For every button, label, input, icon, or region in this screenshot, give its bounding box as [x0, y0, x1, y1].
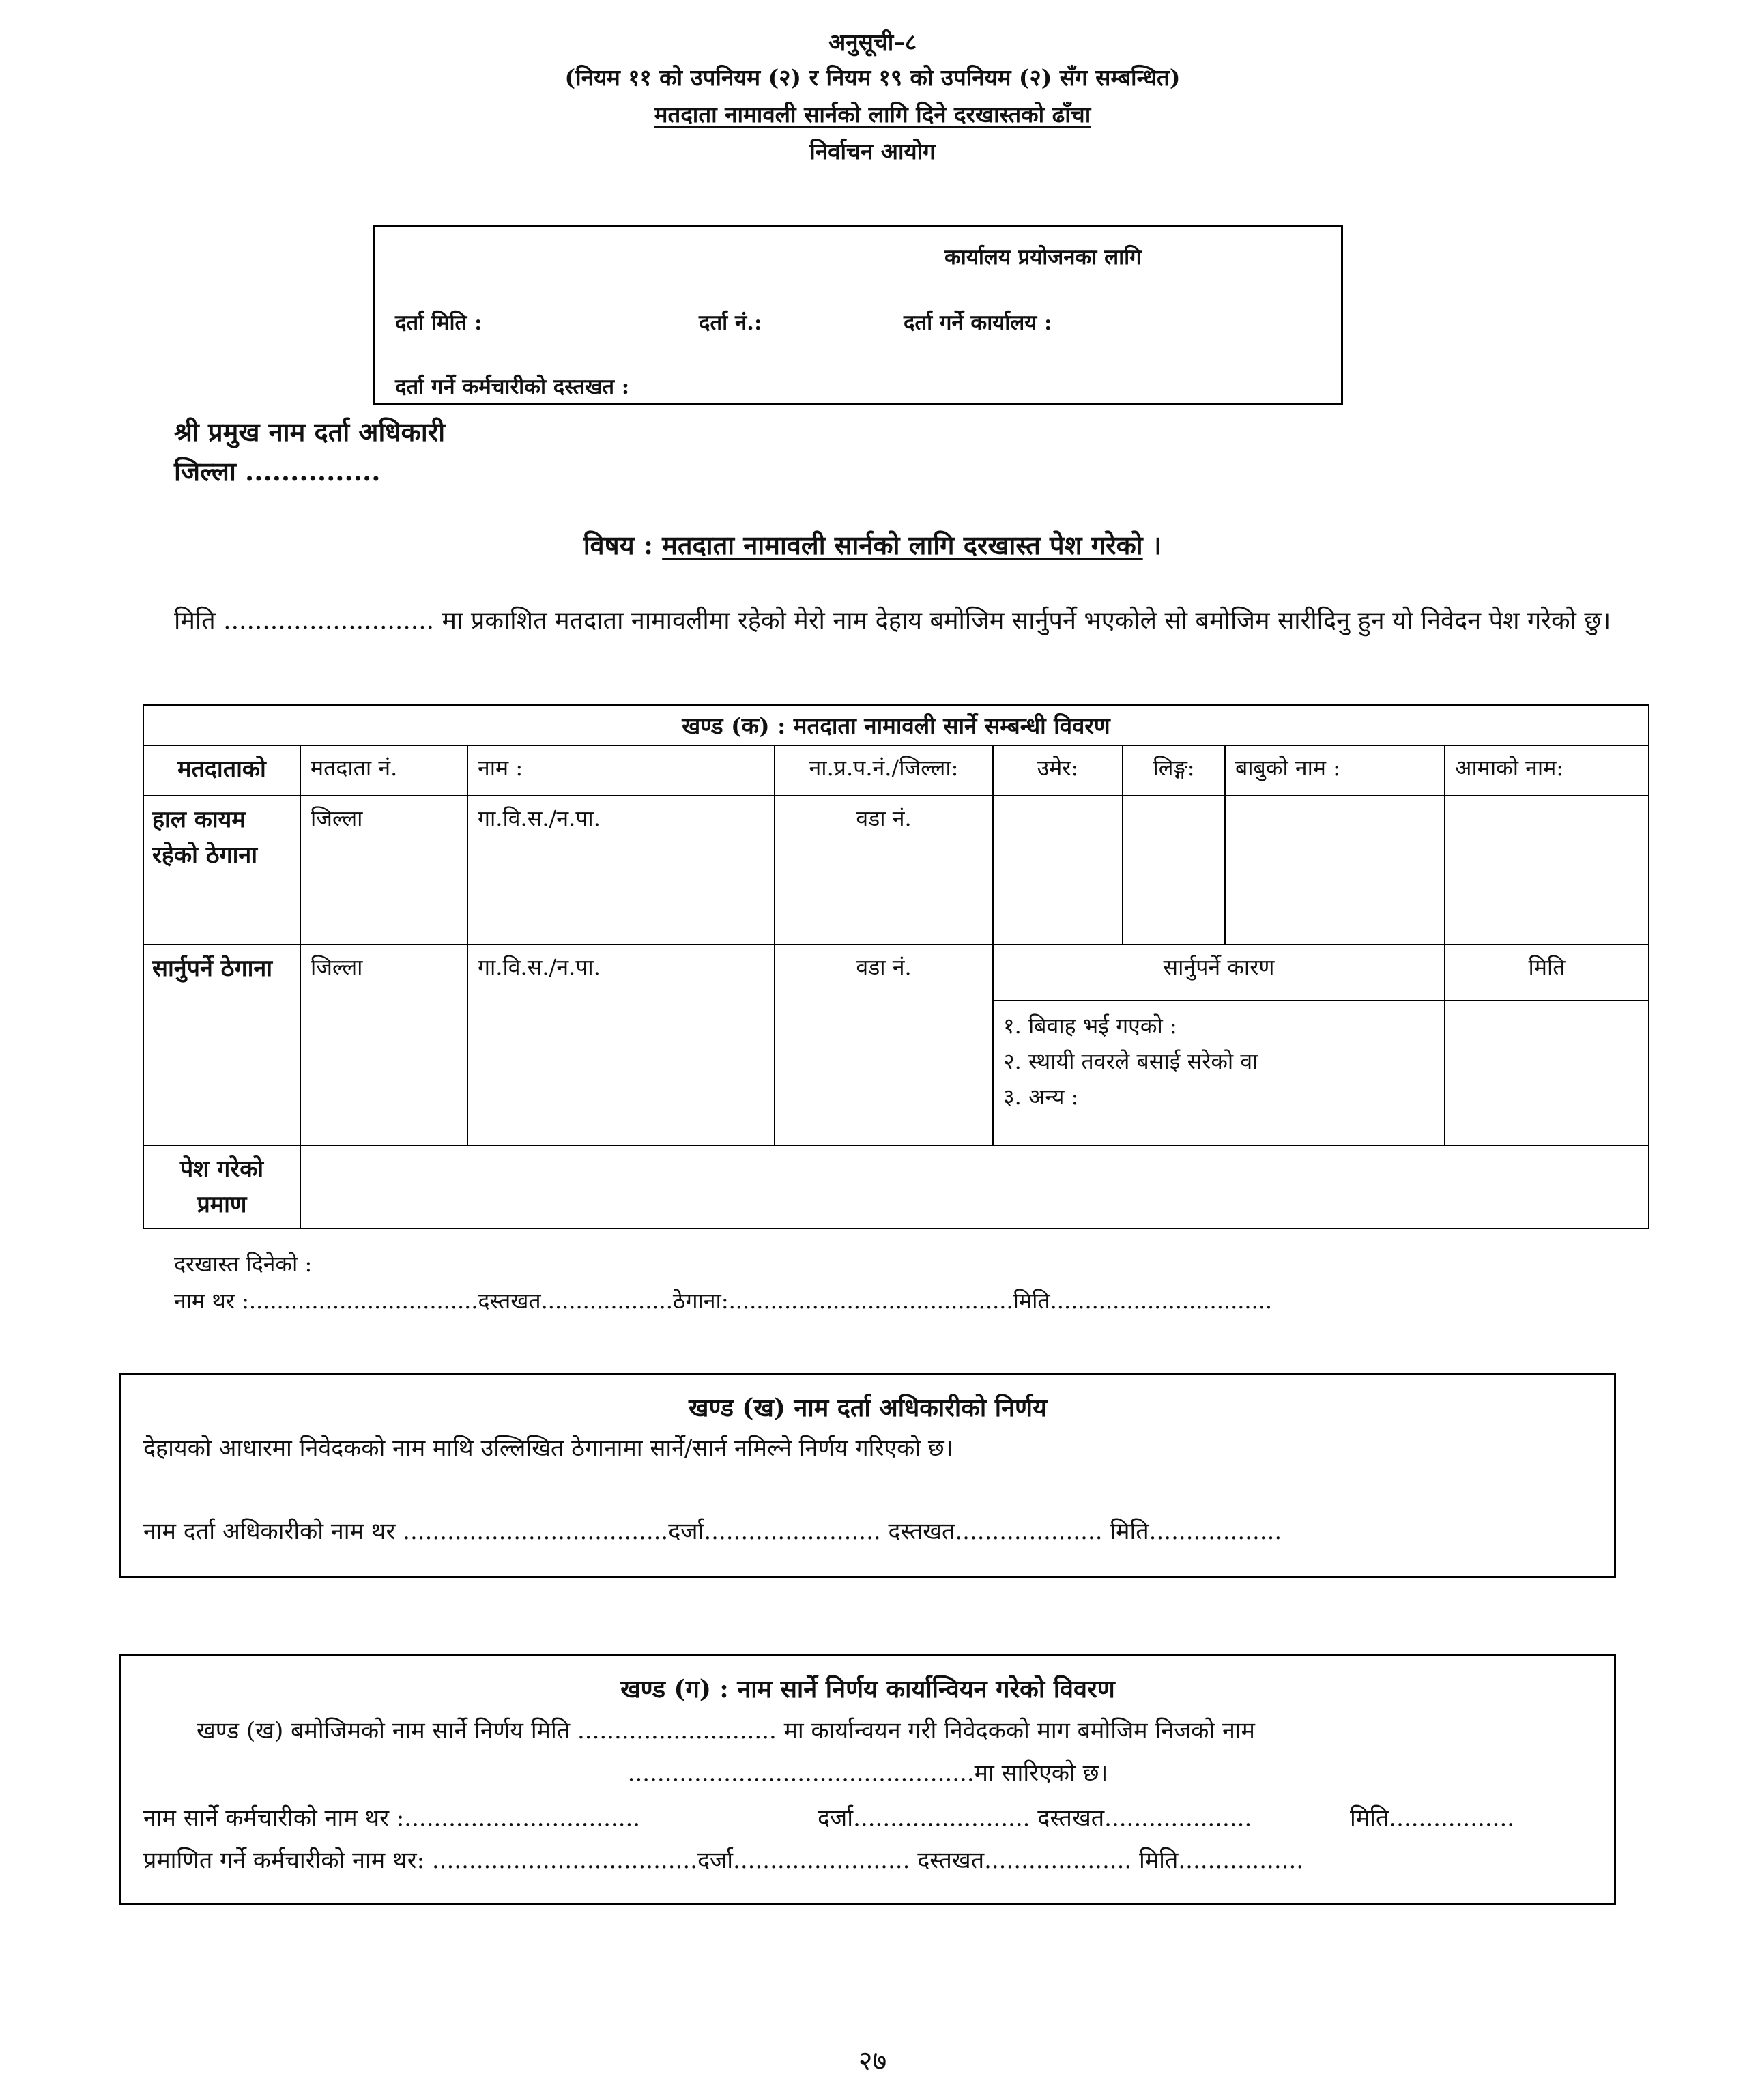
section-ga-box	[119, 1654, 1616, 1905]
applicant-label: दरखास्त दिनेको :	[174, 1251, 313, 1277]
subject-prefix: विषय :	[583, 530, 653, 560]
schedule-number: अनुसूची–८	[828, 29, 917, 55]
citizenship-field: ना.प्र.प.नं./जिल्ला:	[775, 745, 993, 796]
section-ga-title: खण्ड (ग) : नाम सार्ने निर्णय कार्यान्वियन गरेको विवरण	[620, 1675, 1115, 1703]
name-field: नाम :	[467, 745, 775, 796]
transfer-reasons-list	[993, 1001, 1445, 1145]
proof-label: पेश गरेको प्रमाण	[143, 1145, 300, 1228]
father-name-field: बाबुको नाम :	[1225, 745, 1445, 796]
reason-migration: २. स्थायी तवरले बसाई सरेको वा	[1003, 1048, 1258, 1074]
form-title: मतदाता नामावली सार्नको लागि दिने दरखास्तको ढाँचा	[654, 101, 1091, 128]
section-ga-verifier-line: प्रमाणित गर्ने कर्मचारीको नाम थर: ....................................दर्जा........................ दस्तखत.................... मिति.................	[143, 1847, 1304, 1874]
section-kha-decision: देहायको आधारमा निवेदकको नाम माथि उल्लिखित ठेगानामा सार्ने/सार्न नमिल्ने निर्णय गरिएको छ।	[143, 1435, 953, 1462]
transfer-date-header: मिति	[1445, 945, 1649, 1001]
page-number: २७	[858, 2045, 887, 2077]
section-ga-line2: ...............................................मा सारिएको छ।	[627, 1759, 1108, 1787]
transfer-address-label: सार्नुपर्ने ठेगाना	[143, 945, 300, 1145]
reason-marriage: १. बिवाह भई गएको :	[1003, 1013, 1177, 1039]
transfer-reason-header: सार्नुपर्ने कारण	[993, 945, 1445, 1001]
age-field: उमेर:	[993, 745, 1123, 796]
authority-name: निर्वाचन आयोग	[809, 138, 936, 164]
addressee-title: श्री प्रमुख नाम दर्ता अधिकारी	[174, 416, 446, 447]
current-blank-2	[1123, 796, 1225, 945]
registration-date-label: दर्ता मिति :	[395, 311, 482, 335]
transfer-vdc-field: गा.वि.स./न.पा.	[467, 945, 775, 1145]
proof-field	[300, 1145, 1649, 1228]
current-vdc-field: गा.वि.स./न.पा.	[467, 796, 775, 945]
subject-suffix: ।	[1151, 530, 1162, 560]
application-paragraph: मिति ........................... मा प्रकाशित मतदाता नामावलीमा रहेको मेरो नाम देहाय बमोजिम सार्नुपर्ने भएकोले सो बमोजिम सारीदिनु हुन यो निवेदन पेश गरेको छु।	[174, 607, 1611, 635]
mother-name-field: आमाको नाम:	[1445, 745, 1649, 796]
voter-row-label	[143, 745, 300, 796]
office-box-title: कार्यालय प्रयोजनका लागि	[944, 245, 1142, 270]
section-ga-staff-name: नाम सार्ने कर्मचारीको नाम थर :................................	[143, 1804, 641, 1832]
transfer-ward-field: वडा नं.	[775, 945, 993, 1145]
subject-line	[0, 527, 1745, 562]
transfer-date-field	[1445, 1001, 1649, 1145]
registration-number-label: दर्ता नं.:	[699, 311, 762, 335]
current-district-field: जिल्ला	[300, 796, 467, 945]
section-ka-table	[143, 704, 1649, 1229]
section-ga-line1: खण्ड (ख) बमोजिमको नाम सार्ने निर्णय मिति ........................... मा कार्यान्वयन गरी निवेदकको माग बमोजिम निजको नाम	[197, 1717, 1256, 1744]
voter-number-field: मतदाता नं.	[300, 745, 467, 796]
voter-label-text: मतदाताको	[177, 756, 266, 783]
registration-office-label: दर्ता गर्ने कार्यालय :	[904, 311, 1052, 335]
current-address-label: हाल कायम रहेको ठेगाना	[143, 796, 300, 945]
section-ga-staff-date: मिति.................	[1350, 1804, 1515, 1832]
office-use-box	[373, 225, 1343, 405]
section-ka-title: खण्ड (क) : मतदाता नामावली सार्ने सम्बन्धी विवरण	[143, 705, 1649, 745]
transfer-district-field: जिल्ला	[300, 945, 467, 1145]
section-kha-officer-line: नाम दर्ता अधिकारीको नाम थर ....................................दर्जा........................ दस्तखत.................... मिति..................	[143, 1518, 1282, 1545]
addressee-district: जिल्ला ...............	[174, 456, 381, 487]
current-blank-1	[993, 796, 1123, 945]
reason-other: ३. अन्य :	[1003, 1084, 1079, 1110]
section-ga-staff-post: दर्जा........................ दस्तखत....................	[818, 1804, 1252, 1832]
form-title-wrap	[0, 98, 1745, 129]
current-ward-field: वडा नं.	[775, 796, 993, 945]
gender-field: लिङ्ग:	[1123, 745, 1225, 796]
current-blank-3	[1225, 796, 1445, 945]
applicant-details-line: नाम थर :.................................दस्तखत...................ठेगाना:.........................................मिति................................	[174, 1288, 1273, 1314]
section-kha-box	[119, 1373, 1616, 1578]
staff-signature-label: दर्ता गर्ने कर्मचारीको दस्तखत :	[395, 375, 630, 399]
current-blank-4	[1445, 796, 1649, 945]
rule-reference: (नियम ११ को उपनियम (२) र नियम १९ को उपनियम (२) सँग सम्बन्धित)	[564, 64, 1181, 91]
section-kha-title: खण्ड (ख) नाम दर्ता अधिकारीको निर्णय	[689, 1394, 1047, 1422]
subject-text: मतदाता नामावली सार्नको लागि दरखास्त पेश गरेको	[662, 530, 1143, 560]
